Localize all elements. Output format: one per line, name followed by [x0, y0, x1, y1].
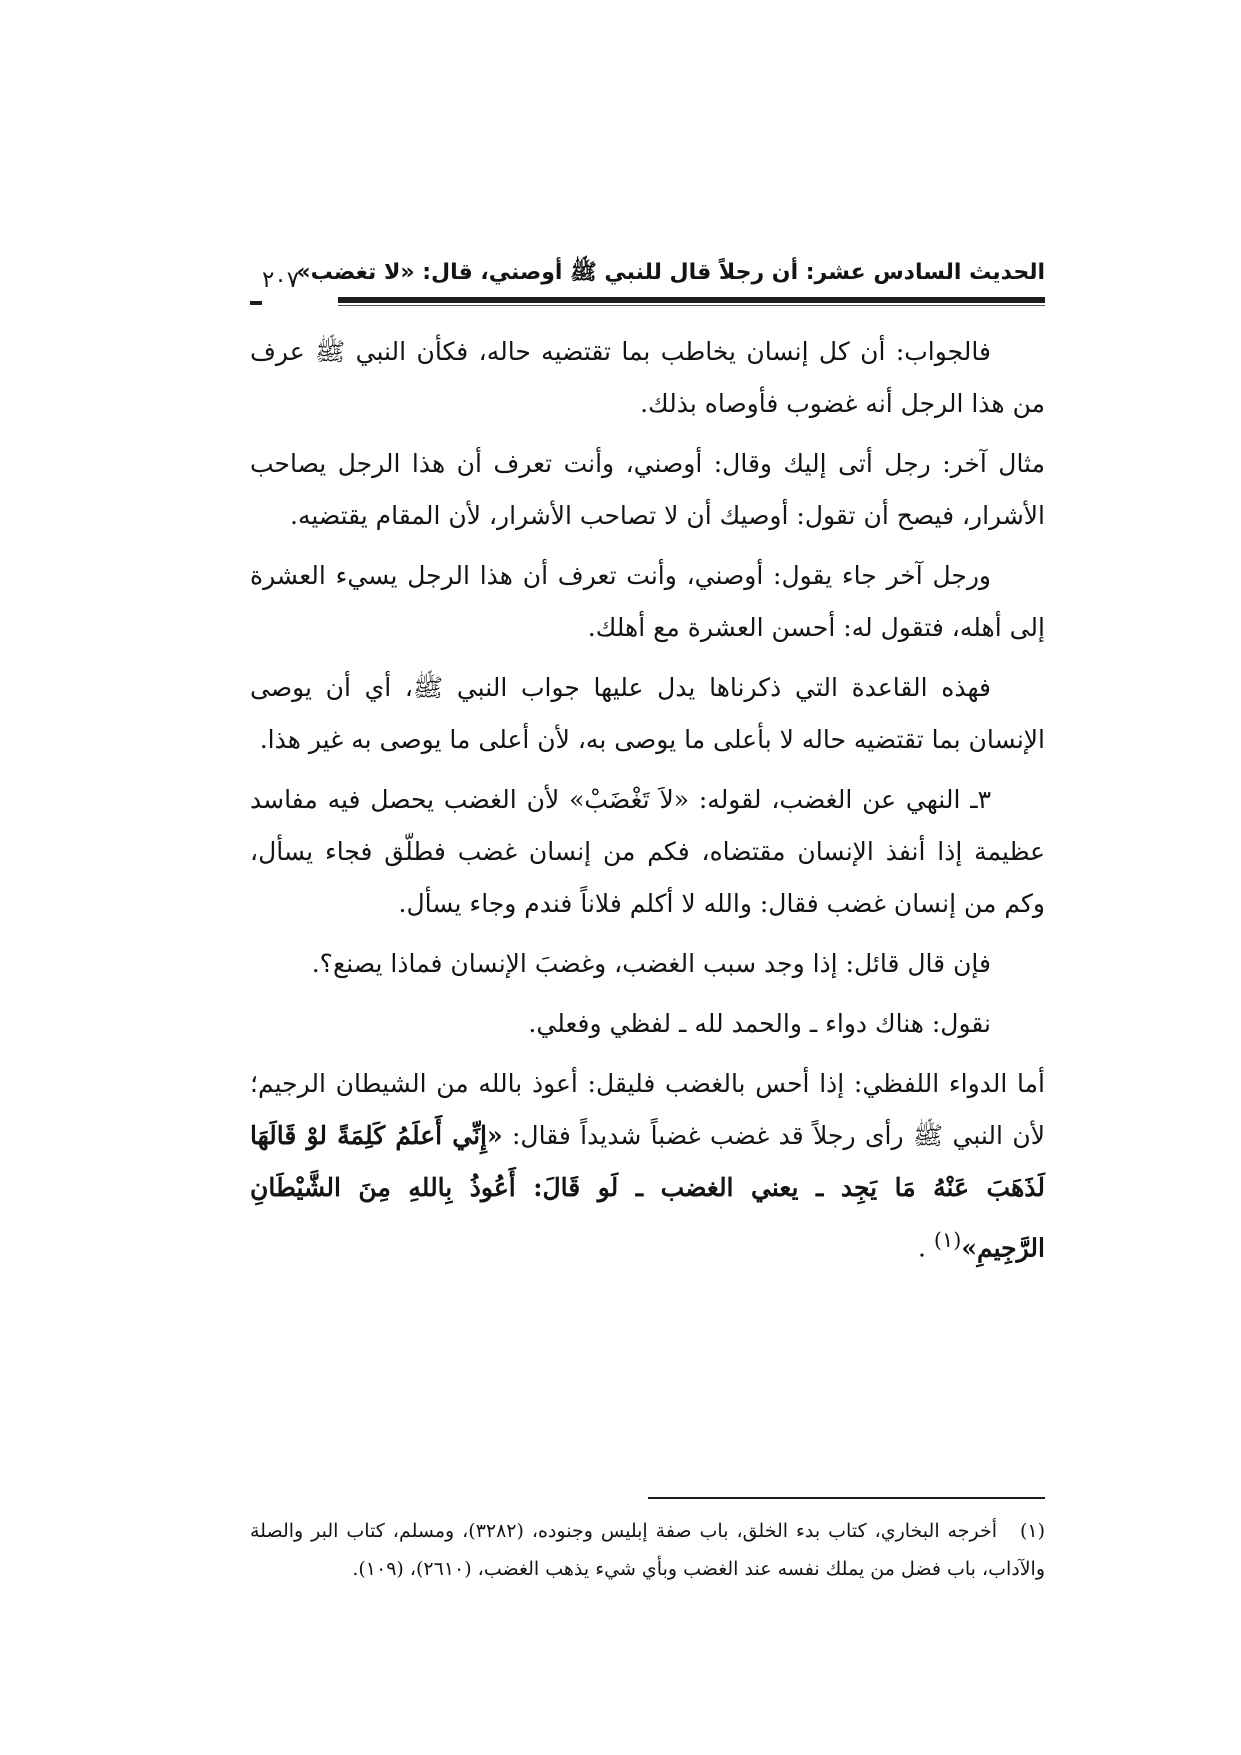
page-number: ٢٠٧ — [262, 267, 300, 293]
paragraph-anger-prohibition: ٣ـ النهي عن الغضب، لقوله: «لاَ تَغْضَبْ» لأن الغضب يحصل فيه مفاسد عظيمة إذا أنفذ الإنسان مقتضاه، فكم من إنسان غضب فطلّق فجاء يسأل، وكم من إنسان غضب فقال: والله لا أكلم فلاناً فندم وجاء يسأل. — [250, 785, 1045, 918]
main-text — [250, 326, 1045, 1282]
paragraph-another-man: ورجل آخر جاء يقول: أوصني، وأنت تعرف أن هذا الرجل يسيء العشرة إلى أهله، فتقول له: أحسن العشرة مع أهلك. — [250, 561, 1045, 642]
running-title: الحديث السادس عشر: أن رجلاً قال للنبي ﷺ أوصني، قال: «لا تغضب» — [296, 260, 1045, 285]
header-rule-short — [250, 301, 262, 305]
paragraph-answer: فالجواب: أن كل إنسان يخاطب بما تقتضيه حاله، فكأن النبي ﷺ عرف من هذا الرجل أنه غضوب فأوصاه بذلك. — [250, 337, 1045, 418]
header-rule-thin — [338, 305, 1045, 306]
paragraph-example: مثال آخر: رجل أتى إليك وقال: أوصني، وأنت تعرف أن هذا الرجل يصاحب الأشرار، فيصح أن تقول: أوصيك أن لا تصاحب الأشرار، لأن المقام يقتضيه. — [250, 449, 1045, 530]
paragraph-verbal-remedy — [250, 1058, 1045, 1274]
paragraph-rule: فهذه القاعدة التي ذكرناها يدل عليها جواب النبي ﷺ، أي أن يوصى الإنسان بما تقتضيه حاله لا بأعلى ما يوصى به، لأن أعلى ما يوصى به غير هذا. — [250, 673, 1045, 754]
hadith-quote: «إِنِّي أَعلَمُ كَلِمَةً لوْ قَالَهَا لَذَهَبَ عَنْهُ مَا يَجِد ـ يعني الغضب ـ لَو قَالَ: أَعُوذُ بِاللهِ مِنَ الشَّيْطَانِ الرَّجِيمِ» — [250, 1121, 1045, 1263]
paragraph-remedy: نقول: هناك دواء ـ والحمد لله ـ لفظي وفعلي. — [528, 1009, 991, 1038]
footnote-reference: (١) — [933, 1228, 962, 1252]
page-header — [250, 258, 1045, 308]
footnote-text: أخرجه البخاري، كتاب بدء الخلق، باب صفة إبليس وجنوده، (٣٢٨٢)، ومسلم، كتاب البر والصلة والآداب، باب فضل من يملك نفسه عند الغضب وبأي شيء يذهب الغضب، (٢٦١٠)، (١٠٩). — [250, 1520, 1045, 1580]
verbal-remedy-intro: أما الدواء اللفظي: إذا أحس بالغضب فليقل: أعوذ بالله من الشيطان الرجيم؛ لأن النبي ﷺ رأى رجلاً قد غضب غضباً شديداً فقال: — [250, 1069, 1045, 1150]
footnote-separator — [648, 1497, 1045, 1499]
header-rule-thick — [338, 297, 1045, 303]
paragraph-question: فإن قال قائل: إذا وجد سبب الغضب، وغضبَ الإنسان فماذا يصنع؟. — [311, 949, 991, 978]
footnote — [250, 1512, 1045, 1588]
footnote-marker: (١) — [1019, 1520, 1045, 1542]
paragraph-end: . — [918, 1233, 934, 1263]
